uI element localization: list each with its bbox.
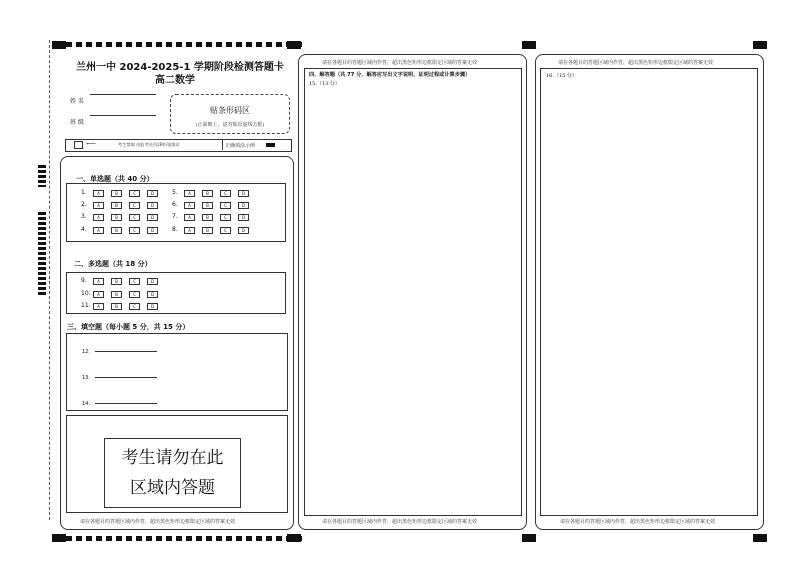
- option-bubble-c[interactable]: C: [220, 202, 231, 209]
- option-bubble-d[interactable]: D: [238, 227, 249, 234]
- option-bubble-a[interactable]: A: [93, 278, 104, 285]
- no-answer-line1: 考生请勿在此: [121, 448, 224, 468]
- question-number: 5.: [172, 189, 178, 196]
- option-bubble-d[interactable]: D: [147, 214, 158, 221]
- fill-q12-answer[interactable]: [95, 351, 157, 352]
- q15-label: 15.（13 分）: [309, 81, 340, 87]
- option-bubble-c[interactable]: C: [220, 190, 231, 197]
- no-answer-line2: 区域内答题: [130, 478, 215, 498]
- panel-3-bottom-notice: 请在各题目的答题区域内作答，超出黑色矩形边框限定区域的答案无效: [560, 519, 716, 525]
- question-number: 4.: [81, 226, 87, 233]
- option-bubble-d[interactable]: D: [238, 202, 249, 209]
- panel-2-section-title: 四、解答题（共 77 分，解答应写出文字说明、证明过程或计算步骤）: [309, 72, 471, 78]
- alignment-mark: [753, 534, 767, 542]
- section-1-title: 一、单选题（共 40 分）: [76, 175, 154, 183]
- fill-q13-label: 13．: [82, 375, 94, 381]
- option-bubble-c[interactable]: C: [129, 190, 140, 197]
- option-bubble-c[interactable]: C: [129, 202, 140, 209]
- alignment-mark: [522, 534, 536, 542]
- panel-2-q15-box[interactable]: [304, 68, 522, 516]
- option-bubble-d[interactable]: D: [147, 202, 158, 209]
- side-marks-upper: [38, 165, 46, 187]
- option-bubble-a[interactable]: A: [93, 214, 104, 221]
- barcode-title: 贴条形码区: [210, 106, 250, 115]
- arrow-left-icon: ⟵: [86, 140, 97, 148]
- absence-checkbox[interactable]: [74, 141, 83, 149]
- option-bubble-c[interactable]: C: [220, 214, 231, 221]
- fill-q14-answer[interactable]: [95, 403, 157, 404]
- name-field[interactable]: [90, 94, 156, 95]
- question-number: 10.: [81, 290, 91, 297]
- option-bubble-d[interactable]: D: [147, 227, 158, 234]
- panel-2-top-notice: 请在各题目的答题区域内作答，超出黑色矩形边框限定区域的答案无效: [322, 60, 478, 66]
- panel-3-top-notice: 请在各题目的答题区域内作答，超出黑色矩形边框限定区域的答案无效: [558, 60, 714, 66]
- question-number: 1.: [81, 189, 87, 196]
- option-bubble-c[interactable]: C: [129, 291, 140, 298]
- option-bubble-d[interactable]: D: [147, 190, 158, 197]
- timing-strip-top: [66, 42, 302, 47]
- option-bubble-b[interactable]: B: [111, 303, 122, 310]
- option-bubble-b[interactable]: B: [202, 214, 213, 221]
- option-bubble-c[interactable]: C: [129, 278, 140, 285]
- option-bubble-c[interactable]: C: [129, 303, 140, 310]
- option-bubble-b[interactable]: B: [111, 190, 122, 197]
- option-bubble-b[interactable]: B: [202, 227, 213, 234]
- filled-example-mark: [266, 143, 275, 147]
- option-bubble-b[interactable]: B: [111, 291, 122, 298]
- side-marks-lower: [38, 212, 46, 296]
- question-number: 6.: [172, 201, 178, 208]
- page-title: 兰州一中 2024-2025-1 学期阶段检测答题卡: [76, 62, 284, 73]
- no-answer-zone: [104, 438, 241, 508]
- class-label: 班 级: [70, 119, 84, 126]
- class-field[interactable]: [90, 115, 156, 116]
- option-bubble-d[interactable]: D: [147, 303, 158, 310]
- option-bubble-b[interactable]: B: [111, 214, 122, 221]
- option-bubble-a[interactable]: A: [93, 227, 104, 234]
- barcode-note: (正面朝上，请勿贴出虚线方框): [195, 122, 265, 128]
- option-bubble-b[interactable]: B: [111, 278, 122, 285]
- fill-q13-answer[interactable]: [95, 377, 157, 378]
- option-bubble-a[interactable]: A: [184, 227, 195, 234]
- option-bubble-b[interactable]: B: [202, 190, 213, 197]
- option-bubble-c[interactable]: C: [220, 227, 231, 234]
- section-2-title: 二、多选题（共 18 分）: [74, 260, 152, 268]
- panel-1-bottom-notice: 请在各题目的答题区域内作答，超出黑色矩形边框限定区域的答案无效: [80, 519, 236, 525]
- page-subtitle: 高二数学: [155, 75, 195, 86]
- panel-3-q16-box[interactable]: [540, 68, 758, 516]
- option-bubble-a[interactable]: A: [93, 202, 104, 209]
- option-bubble-a[interactable]: A: [184, 214, 195, 221]
- alignment-mark: [522, 41, 536, 49]
- question-number: 9.: [81, 277, 87, 284]
- section-3-title: 三、填空题（每小题 5 分，共 15 分）: [67, 323, 190, 331]
- binding-line: [49, 40, 50, 520]
- option-bubble-d[interactable]: D: [147, 291, 158, 298]
- name-label: 姓 名: [70, 98, 84, 105]
- option-bubble-a[interactable]: A: [184, 190, 195, 197]
- fill-example-label: 正确填涂示例: [225, 143, 256, 149]
- option-bubble-c[interactable]: C: [129, 227, 140, 234]
- fill-q14-label: 14．: [82, 401, 94, 407]
- option-bubble-a[interactable]: A: [184, 202, 195, 209]
- option-bubble-a[interactable]: A: [93, 190, 104, 197]
- q16-label: 16.（15 分）: [546, 73, 577, 79]
- alignment-mark: [52, 41, 66, 49]
- option-bubble-d[interactable]: D: [147, 278, 158, 285]
- section-3-box: [66, 333, 288, 411]
- option-bubble-a[interactable]: A: [93, 291, 104, 298]
- option-bubble-c[interactable]: C: [129, 214, 140, 221]
- timing-strip-bottom: [66, 536, 302, 541]
- option-bubble-a[interactable]: A: [93, 303, 104, 310]
- question-number: 7.: [172, 213, 178, 220]
- option-bubble-d[interactable]: D: [238, 214, 249, 221]
- question-number: 8.: [172, 226, 178, 233]
- option-bubble-b[interactable]: B: [111, 202, 122, 209]
- question-number: 2.: [81, 201, 87, 208]
- alignment-mark: [52, 534, 66, 542]
- fill-q12-label: 12．: [82, 349, 94, 355]
- question-number: 3.: [81, 213, 87, 220]
- fill-example-divider: [222, 139, 223, 150]
- option-bubble-d[interactable]: D: [238, 190, 249, 197]
- question-number: 11.: [81, 302, 91, 309]
- option-bubble-b[interactable]: B: [111, 227, 122, 234]
- absence-note: 考生禁填 由监考员用2B铅笔填涂: [118, 142, 180, 147]
- option-bubble-b[interactable]: B: [202, 202, 213, 209]
- alignment-mark: [753, 41, 767, 49]
- barcode-area: [170, 94, 290, 134]
- panel-2-bottom-notice: 请在各题目的答题区域内作答，超出黑色矩形边框限定区域的答案无效: [322, 519, 478, 525]
